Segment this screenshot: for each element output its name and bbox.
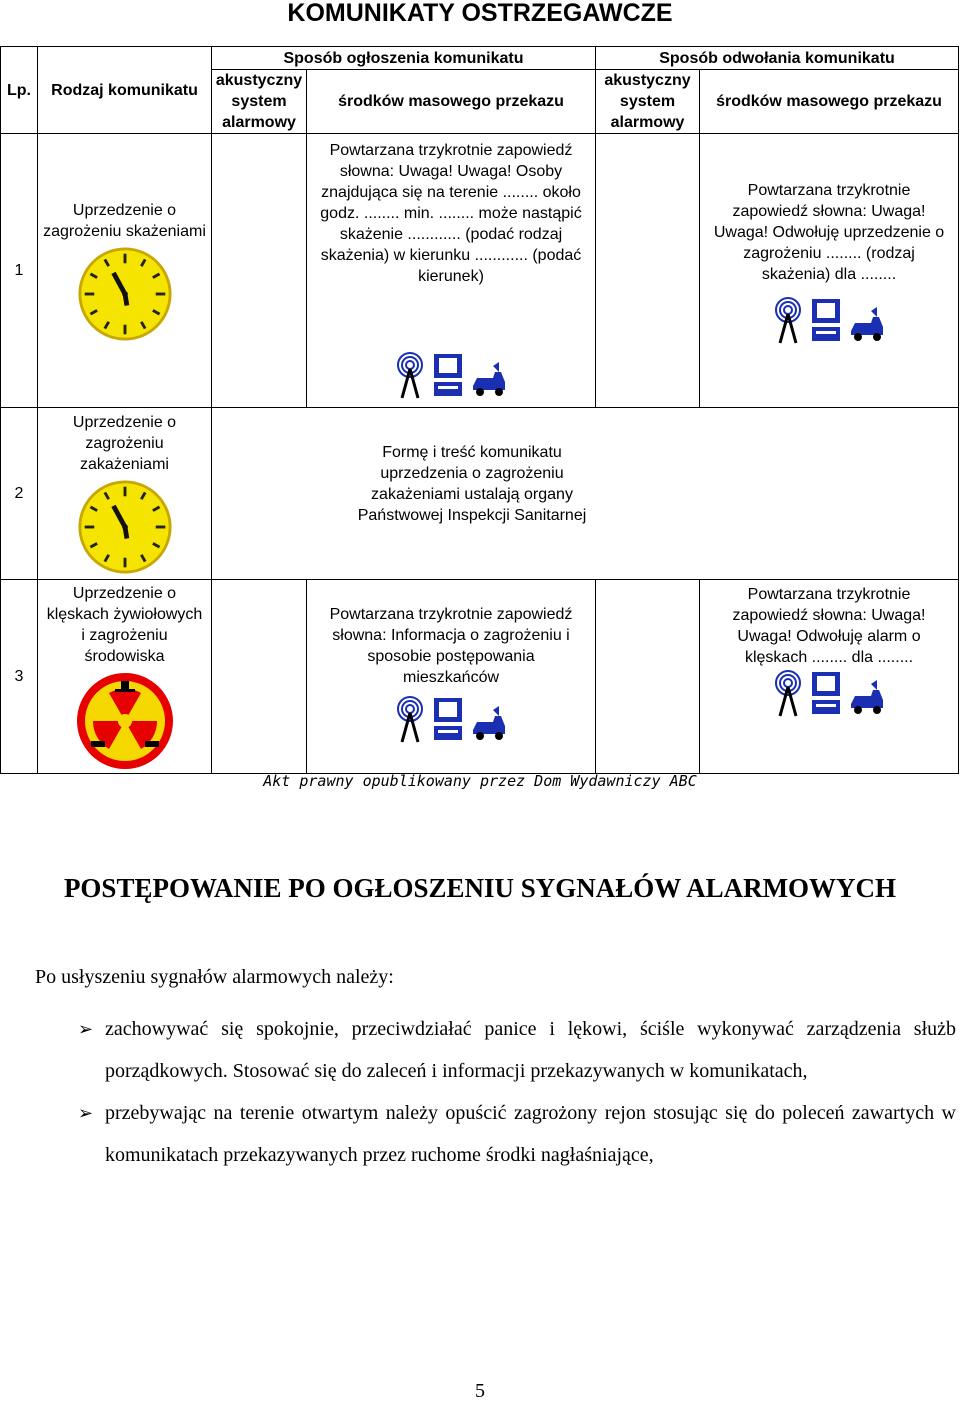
header-row-1: [1, 47, 959, 70]
media-icons: [307, 352, 595, 406]
lp-header: Lp.: [1, 47, 38, 134]
media-icons: [700, 670, 958, 724]
message-type-cell: [38, 134, 212, 408]
media-cancel-cell: [700, 134, 959, 408]
cancellation-text: Powtarzana trzykrotnie zapowiedź słowna: Uwaga! Uwaga! Odwołuję uprzedzenie o zagrożeniu ........ (rodzaj skażenia) dla ........: [713, 182, 945, 283]
radio-antenna-icon: [393, 352, 427, 400]
media-cancel-cell: [700, 580, 959, 774]
row-number: 3: [1, 580, 38, 774]
sanitary-inspection-text: Formę i treść komunikatu uprzedzenia o zagrożeniu zakażeniami ustalają organy Państwowej Inspekcji Sanitarnej: [357, 443, 587, 524]
acoustic-announce-cell: [212, 580, 307, 774]
publisher-footer: Akt prawny opublikowany przez Dom Wydawniczy ABC: [263, 772, 697, 790]
table-row: [1, 134, 959, 408]
acoustic-cancel-cell: [596, 580, 700, 774]
clock-icon: [77, 479, 173, 575]
radio-antenna-icon: [393, 696, 427, 744]
media-icons: [700, 297, 958, 351]
tv-computer-icon: [809, 297, 843, 345]
list-item: [78, 1092, 956, 1176]
acoustic-cancel-cell: [596, 134, 700, 408]
tv-computer-icon: [431, 352, 465, 400]
message-type: Uprzedzenie o klęskach żywiołowych i zagrożeniu środowiska: [46, 584, 203, 665]
row-number: 2: [1, 408, 38, 580]
list-item: [78, 1008, 956, 1092]
loudspeaker-vehicle-icon: [847, 670, 887, 718]
announcement-text: Powtarzana trzykrotnie zapowiedź słowna: Uwaga! Uwaga! Osoby znajdująca się na terenie ........ około godz. ........ min. ........ może nastąpić skażenie ............ (podać rodzaj skażenia) w kierunku ............ (podać kierunek): [320, 142, 582, 285]
hazard-symbol-icon: [75, 671, 175, 771]
loudspeaker-vehicle-icon: [469, 696, 509, 744]
message-type: Uprzedzenie o zagrożeniu skażeniami: [43, 201, 206, 240]
cancellation-header: Sposób odwołania komunikatu: [596, 47, 959, 70]
cancellation-text: Powtarzana trzykrotnie zapowiedź słowna: Uwaga! Uwaga! Odwołuję alarm o klęskach ........ dla ........: [732, 586, 926, 666]
tv-computer-icon: [431, 696, 465, 744]
bullet-arrow-icon: ➢: [78, 1103, 94, 1123]
section-title: POSTĘPOWANIE PO OGŁOSZENIU SYGNAŁÓW ALARMOWYCH: [63, 873, 897, 903]
table-row: [1, 580, 959, 774]
type-header: Rodzaj komunikatu: [38, 47, 212, 134]
message-type: Uprzedzenie o zagrożeniu zakażeniami: [72, 414, 177, 473]
acoustic-header-cancel: akustyczny system alarmowy: [596, 70, 700, 134]
page-title: KOMUNIKATY OSTRZEGAWCZE: [287, 0, 673, 27]
tv-computer-icon: [809, 670, 843, 718]
list-item-text: zachowywać się spokojnie, przeciwdziałać panice i lękowi, ściśle wykonywać zarządzenia służb porządkowych. Stosować się do zaleceń i informacji przekazywanych w komunikatach,: [105, 1018, 956, 1082]
warnings-table: [0, 46, 959, 774]
media-header-cancel: środków masowego przekazu: [700, 70, 959, 134]
radio-antenna-icon: [771, 297, 805, 345]
acoustic-header-announce: akustyczny system alarmowy: [212, 70, 307, 134]
clock-icon: [77, 246, 173, 342]
table-row: [1, 408, 959, 580]
row-number: 1: [1, 134, 38, 408]
message-type-cell: [38, 408, 212, 580]
media-announce-cell: [307, 134, 596, 408]
loudspeaker-vehicle-icon: [847, 297, 887, 345]
list-item-text: przebywając na terenie otwartym należy opuścić zagrożony rejon stosując się do poleceń zawartych w komunikatach przekazywanych przez ruchome środki nagłaśniające,: [105, 1102, 956, 1166]
intro-text: Po usłyszeniu sygnałów alarmowych należy:: [35, 966, 394, 988]
page-number: 5: [475, 1380, 485, 1402]
acoustic-announce-cell: [212, 134, 307, 408]
bullet-arrow-icon: ➢: [78, 1019, 94, 1039]
instructions-list: [78, 1008, 956, 1176]
radio-antenna-icon: [771, 670, 805, 718]
announcement-header: Sposób ogłoszenia komunikatu: [212, 47, 596, 70]
message-type-cell: [38, 580, 212, 774]
media-announce-cell: [307, 580, 596, 774]
announcement-text: Powtarzana trzykrotnie zapowiedź słowna: Informacja o zagrożeniu i sposobie postępowania mieszkańców: [329, 606, 573, 686]
merged-info-cell: [212, 408, 959, 580]
media-header-announce: środków masowego przekazu: [307, 70, 596, 134]
loudspeaker-vehicle-icon: [469, 352, 509, 400]
media-icons: [307, 696, 595, 750]
